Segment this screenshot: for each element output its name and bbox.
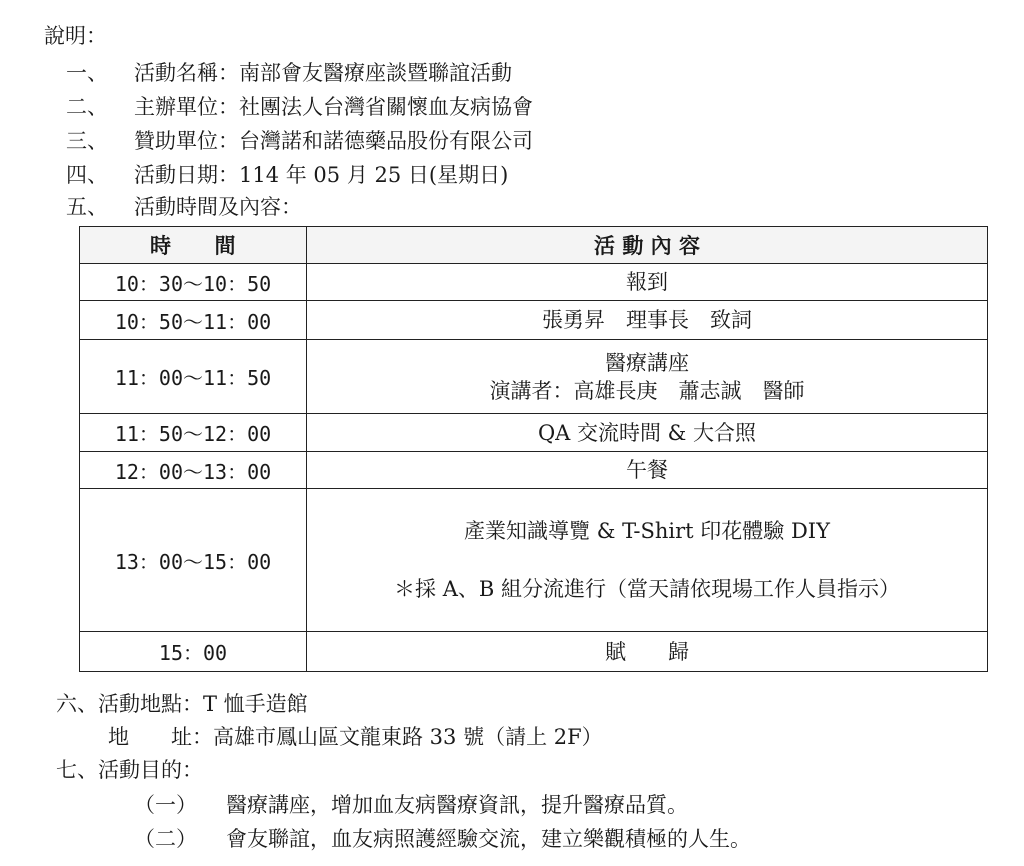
content-cell (307, 414, 988, 452)
table-row (80, 632, 988, 672)
item-event-name: 活動名稱：南部會友醫療座談暨聯誼活動 (134, 61, 512, 85)
purpose-item: 醫療講座，增加血友病醫療資訊，提升醫療品質。 (226, 793, 688, 817)
time-cell: 11：50～12：00 (80, 414, 307, 452)
table-row (80, 452, 988, 489)
table-row (80, 489, 988, 632)
content-cell (307, 452, 988, 489)
header-time: 時 間 (80, 227, 307, 264)
item-date: 活動日期：114 年 05 月 25 日(星期日) (134, 163, 509, 187)
table-row (80, 301, 988, 340)
purpose-item: 會友聯誼，血友病照護經驗交流，建立樂觀積極的人生。 (226, 827, 751, 851)
purpose-label: 七、活動目的： (56, 758, 203, 782)
header-content: 活 動 內 容 (307, 227, 988, 264)
location-label: 六、活動地點：T 恤手造館 (56, 692, 308, 716)
content-cell (307, 264, 988, 301)
content-line: ＊採 A、B 組分流進行（當天請依現場工作人員指示） (394, 577, 900, 601)
item-marker: 四、 (66, 163, 108, 187)
content-cell (307, 489, 988, 632)
content-line: 張勇昇 理事長 致詞 (542, 308, 752, 332)
item-sponsor: 贊助單位：台灣諾和諾德藥品股份有限公司 (134, 129, 533, 153)
content-cell (307, 340, 988, 414)
item-marker: 二、 (66, 95, 108, 119)
content-line: 午餐 (626, 458, 668, 482)
time-cell: 15：00 (80, 632, 307, 672)
item-marker: 三、 (66, 129, 108, 153)
schedule-header-row (80, 227, 988, 264)
item-organizer: 主辦單位：社團法人台灣省關懷血友病協會 (134, 95, 533, 119)
content-line: 醫療講座 (605, 350, 689, 375)
time-cell: 12：00～13：00 (80, 452, 307, 489)
schedule-table (79, 226, 988, 672)
content-line: 賦 歸 (605, 639, 689, 664)
table-row (80, 264, 988, 301)
time-cell: 13：00～15：00 (80, 489, 307, 632)
content-cell (307, 301, 988, 340)
table-row (80, 340, 988, 414)
item-marker: 五、 (66, 195, 108, 219)
section-heading: 說明： (44, 24, 107, 48)
item-marker: 一、 (66, 61, 108, 85)
location-address: 地 址：高雄市鳳山區文龍東路 33 號（請上 2F） (108, 725, 603, 749)
time-cell: 11：00～11：50 (80, 340, 307, 414)
content-line: QA 交流時間 & 大合照 (537, 420, 757, 445)
table-row (80, 414, 988, 452)
content-line: 演講者：高雄長庚 蕭志誠 醫師 (489, 378, 805, 403)
time-cell: 10：50～11：00 (80, 301, 307, 340)
line-gap (307, 545, 987, 575)
purpose-marker: （二） (134, 827, 197, 851)
content-cell (307, 632, 988, 672)
content-line: 產業知識導覽 & T-Shirt 印花體驗 DIY (464, 519, 830, 543)
item-schedule-label: 活動時間及內容： (134, 195, 302, 219)
purpose-marker: （一） (134, 793, 197, 817)
content-line: 報到 (626, 270, 668, 294)
time-cell: 10：30～10：50 (80, 264, 307, 301)
